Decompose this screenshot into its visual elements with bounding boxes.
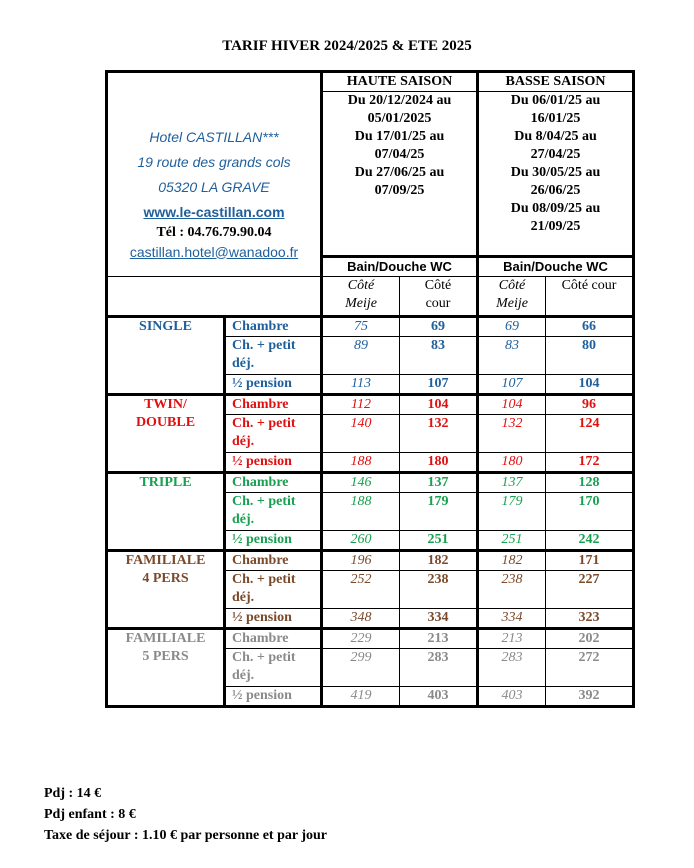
price-cell: 113: [322, 375, 400, 395]
price-cell: 251: [478, 531, 546, 551]
row-label: ½ pension: [225, 531, 322, 551]
price-cell: 104: [400, 395, 478, 415]
price-cell: 213: [400, 629, 478, 649]
price-cell: 188: [322, 453, 400, 473]
table-row: [107, 473, 634, 493]
price-cell: 170: [546, 493, 634, 531]
table-row: [107, 551, 634, 571]
price-cell: 80: [546, 337, 634, 375]
price-cell: 124: [546, 415, 634, 453]
price-cell: 419: [322, 687, 400, 707]
price-cell: 227: [546, 571, 634, 609]
price-rows: [107, 317, 634, 707]
price-cell: 252: [322, 571, 400, 609]
row-label: Ch. + petit déj.: [225, 337, 322, 375]
row-label: ½ pension: [225, 609, 322, 629]
category-name: TRIPLE: [107, 473, 225, 551]
hotel-info: [107, 72, 322, 277]
table-row: [107, 629, 634, 649]
season-header-haute: HAUTE SAISON: [322, 72, 478, 92]
category-name: FAMILIALE 4 PERS: [107, 551, 225, 629]
note-taxe-sejour: Taxe de séjour : 1.10 € par personne et par jour: [44, 828, 327, 843]
price-cell: 83: [478, 337, 546, 375]
hotel-email-link[interactable]: castillan.hotel@wanadoo.fr: [129, 243, 299, 260]
category-name: SINGLE: [107, 317, 225, 395]
category-name: FAMILIALE 5 PERS: [107, 629, 225, 707]
price-cell: 104: [478, 395, 546, 415]
row-label: Ch. + petit déj.: [225, 415, 322, 453]
col-cote-cour-basse: Côté cour: [546, 277, 634, 317]
price-cell: 242: [546, 531, 634, 551]
price-cell: 238: [478, 571, 546, 609]
price-cell: 107: [478, 375, 546, 395]
price-cell: 323: [546, 609, 634, 629]
row-label: Chambre: [225, 395, 322, 415]
price-cell: 213: [478, 629, 546, 649]
price-cell: 83: [400, 337, 478, 375]
page-title: TARIF HIVER 2024/2025 & ETE 2025: [222, 38, 472, 54]
price-cell: 188: [322, 493, 400, 531]
price-cell: 89: [322, 337, 400, 375]
price-cell: 283: [400, 649, 478, 687]
row-label: Chambre: [225, 473, 322, 493]
price-cell: 132: [478, 415, 546, 453]
season-dates-haute: Du 20/12/2024 au 05/01/2025 Du 17/01/25 au 07/04/25 Du 27/06/25 au 07/09/25: [322, 92, 478, 257]
price-cell: 137: [400, 473, 478, 493]
price-cell: 171: [546, 551, 634, 571]
price-cell: 182: [478, 551, 546, 571]
price-cell: 96: [546, 395, 634, 415]
note-pdj-enfant: Pdj enfant : 8 €: [44, 807, 136, 822]
price-cell: 69: [400, 317, 478, 337]
hotel-website-link[interactable]: www.le-castillan.com: [143, 203, 285, 220]
row-label: Chambre: [225, 551, 322, 571]
price-cell: 128: [546, 473, 634, 493]
price-cell: 202: [546, 629, 634, 649]
price-cell: 180: [478, 453, 546, 473]
price-cell: 140: [322, 415, 400, 453]
hotel-phone: Tél : 04.76.79.90.04: [156, 224, 272, 240]
price-cell: 403: [400, 687, 478, 707]
price-cell: 172: [546, 453, 634, 473]
col-cote-meije-basse: Côté Meije: [478, 277, 546, 317]
price-cell: 104: [546, 375, 634, 395]
price-cell: 196: [322, 551, 400, 571]
row-label: Ch. + petit déj.: [225, 649, 322, 687]
notes: [44, 783, 327, 846]
table-row: [107, 317, 634, 337]
price-cell: 403: [478, 687, 546, 707]
price-cell: 75: [322, 317, 400, 337]
price-cell: 334: [400, 609, 478, 629]
tariff-table: [105, 70, 635, 708]
price-cell: 137: [478, 473, 546, 493]
col-cote-cour-haute: Côté cour: [400, 277, 478, 317]
price-cell: 146: [322, 473, 400, 493]
row-label: ½ pension: [225, 687, 322, 707]
row-label: Chambre: [225, 629, 322, 649]
row-label: ½ pension: [225, 375, 322, 395]
bath-label-haute: Bain/Douche WC: [322, 257, 478, 277]
row-label: ½ pension: [225, 453, 322, 473]
price-cell: 260: [322, 531, 400, 551]
price-cell: 334: [478, 609, 546, 629]
note-pdj: Pdj : 14 €: [44, 786, 102, 801]
blank-cell: [107, 277, 322, 317]
hotel-address-line1: 19 route des grands cols: [137, 153, 291, 170]
price-cell: 132: [400, 415, 478, 453]
price-cell: 180: [400, 453, 478, 473]
price-cell: 229: [322, 629, 400, 649]
col-cote-meije-haute: Côté Meije: [322, 277, 400, 317]
category-name: TWIN/ DOUBLE: [107, 395, 225, 473]
price-cell: 392: [546, 687, 634, 707]
row-label: Chambre: [225, 317, 322, 337]
hotel-address-line2: 05320 LA GRAVE: [158, 178, 270, 195]
price-cell: 182: [400, 551, 478, 571]
price-cell: 348: [322, 609, 400, 629]
price-cell: 66: [546, 317, 634, 337]
price-cell: 272: [546, 649, 634, 687]
price-cell: 283: [478, 649, 546, 687]
price-cell: 238: [400, 571, 478, 609]
bath-label-basse: Bain/Douche WC: [478, 257, 634, 277]
price-cell: 179: [400, 493, 478, 531]
price-cell: 69: [478, 317, 546, 337]
price-cell: 179: [478, 493, 546, 531]
season-dates-basse: Du 06/01/25 au 16/01/25 Du 8/04/25 au 27/04/25 Du 30/05/25 au 26/06/25 Du 08/09/25 au 21/09/25: [478, 92, 634, 257]
hotel-name: Hotel CASTILLAN***: [149, 128, 279, 145]
row-label: Ch. + petit déj.: [225, 571, 322, 609]
price-cell: 299: [322, 649, 400, 687]
season-header-basse: BASSE SAISON: [478, 72, 634, 92]
price-cell: 251: [400, 531, 478, 551]
row-label: Ch. + petit déj.: [225, 493, 322, 531]
price-cell: 107: [400, 375, 478, 395]
table-row: [107, 395, 634, 415]
price-cell: 112: [322, 395, 400, 415]
